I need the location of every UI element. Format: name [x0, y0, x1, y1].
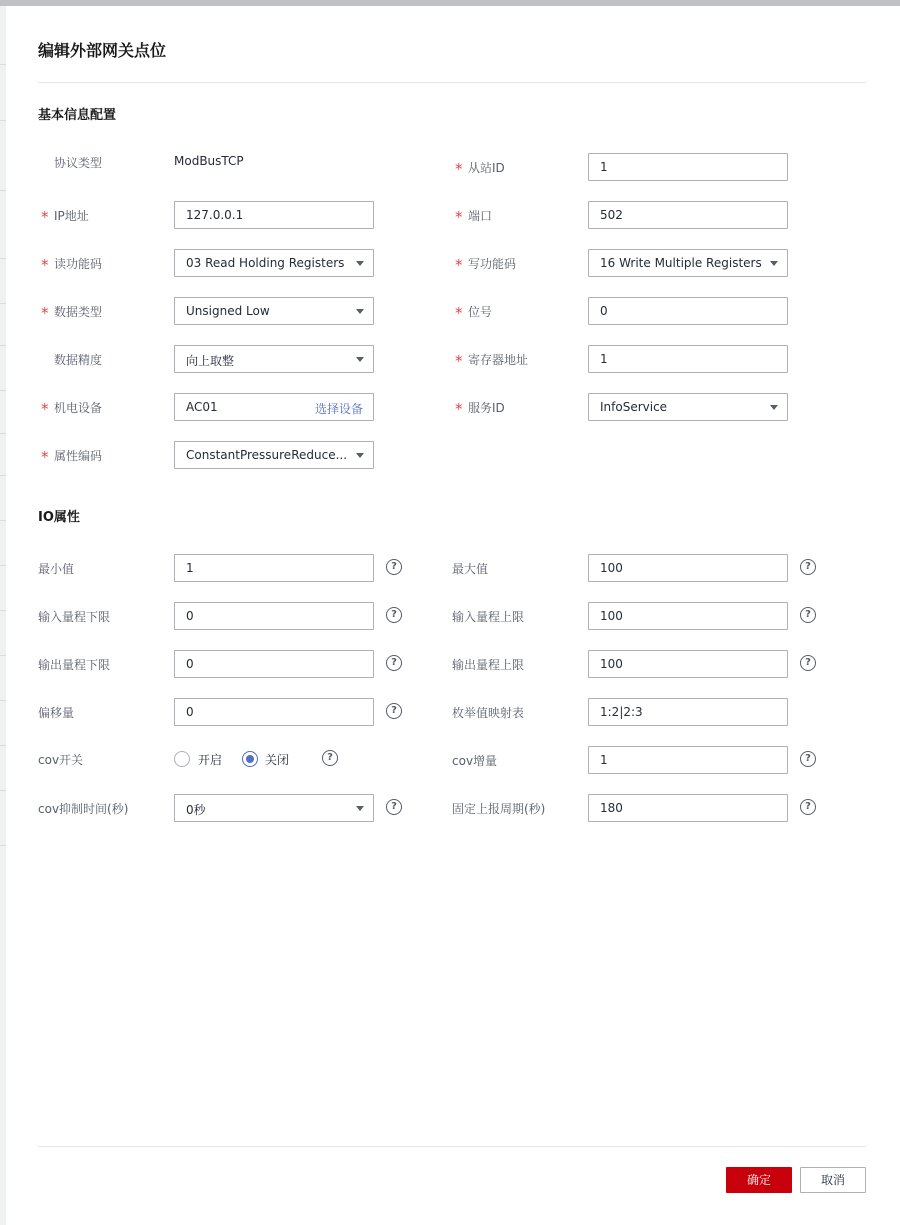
out-low-input[interactable]: 0: [174, 650, 374, 678]
question-circle-icon[interactable]: ?: [386, 655, 402, 671]
protocol-value: ModBusTCP: [174, 154, 244, 168]
cov-on-label[interactable]: 开启: [198, 753, 223, 767]
chevron-down-icon: [356, 357, 364, 362]
question-circle-icon[interactable]: ?: [322, 750, 338, 766]
enum-input[interactable]: 1:2|2:3: [588, 698, 788, 726]
out-high-input[interactable]: 100: [588, 650, 788, 678]
read-fc-label: * 读功能码: [41, 256, 103, 274]
question-circle-icon[interactable]: ?: [800, 607, 816, 623]
max-label: 最大值: [452, 562, 489, 576]
cov-inc-input[interactable]: 1: [588, 746, 788, 774]
write-fc-label: * 写功能码: [455, 256, 517, 274]
port-label: * 端口: [455, 208, 493, 226]
protocol-label: 协议类型: [54, 156, 103, 170]
device-input[interactable]: AC01 选择设备: [174, 393, 374, 421]
dialog-title: 编辑外部网关点位: [38, 41, 167, 60]
chevron-down-icon: [356, 453, 364, 458]
question-circle-icon[interactable]: ?: [800, 559, 816, 575]
question-circle-icon[interactable]: ?: [386, 607, 402, 623]
service-label: * 服务ID: [455, 400, 505, 418]
section-title-io: IO属性: [38, 510, 80, 525]
write-fc-select[interactable]: 16 Write Multiple Registers: [588, 249, 788, 277]
out-low-label: 输出量程下限: [38, 658, 111, 672]
slave-id-input[interactable]: 1: [588, 153, 788, 181]
ip-input[interactable]: 127.0.0.1: [174, 201, 374, 229]
cancel-button[interactable]: 取消: [800, 1167, 866, 1193]
slave-id-label: * 从站ID: [455, 160, 505, 178]
question-circle-icon[interactable]: ?: [800, 751, 816, 767]
cov-time-select[interactable]: 0秒: [174, 794, 374, 822]
register-input[interactable]: 1: [588, 345, 788, 373]
out-high-label: 输出量程上限: [452, 658, 525, 672]
data-type-select[interactable]: Unsigned Low: [174, 297, 374, 325]
max-input[interactable]: 100: [588, 554, 788, 582]
divider: [38, 82, 866, 83]
min-label: 最小值: [38, 562, 75, 576]
cov-off-radio[interactable]: [242, 751, 258, 767]
confirm-button[interactable]: 确定: [726, 1167, 792, 1193]
data-type-label: * 数据类型: [41, 304, 103, 322]
service-select[interactable]: InfoService: [588, 393, 788, 421]
chevron-down-icon: [770, 261, 778, 266]
in-high-input[interactable]: 100: [588, 602, 788, 630]
cov-off-label[interactable]: 关闭: [265, 753, 290, 767]
device-label: * 机电设备: [41, 400, 103, 418]
ip-label: * IP地址: [41, 208, 89, 226]
chevron-down-icon: [356, 261, 364, 266]
in-low-input[interactable]: 0: [174, 602, 374, 630]
in-low-label: 输入量程下限: [38, 610, 111, 624]
read-fc-select[interactable]: 03 Read Holding Registers: [174, 249, 374, 277]
in-high-label: 输入量程上限: [452, 610, 525, 624]
report-label: 固定上报周期(秒): [452, 802, 546, 816]
section-title-basic: 基本信息配置: [38, 108, 117, 123]
question-circle-icon[interactable]: ?: [386, 799, 402, 815]
footer-divider: [38, 1146, 866, 1147]
enum-label: 枚举值映射表: [452, 706, 525, 720]
precision-label: 数据精度: [54, 353, 103, 367]
chevron-down-icon: [356, 806, 364, 811]
select-device-link[interactable]: 选择设备: [314, 402, 363, 416]
question-circle-icon[interactable]: ?: [386, 559, 402, 575]
register-label: * 寄存器地址: [455, 352, 529, 370]
report-input[interactable]: 180: [588, 794, 788, 822]
question-circle-icon[interactable]: ?: [800, 655, 816, 671]
offset-input[interactable]: 0: [174, 698, 374, 726]
cov-on-radio[interactable]: [174, 751, 190, 767]
offset-label: 偏移量: [38, 706, 75, 720]
precision-select[interactable]: 向上取整: [174, 345, 374, 373]
cov-switch-label: cov开关: [38, 753, 84, 767]
bit-input[interactable]: 0: [588, 297, 788, 325]
bit-label: * 位号: [455, 304, 493, 322]
attr-select[interactable]: ConstantPressureReduce...: [174, 441, 374, 469]
min-input[interactable]: 1: [174, 554, 374, 582]
cov-time-label: cov抑制时间(秒): [38, 802, 129, 816]
port-input[interactable]: 502: [588, 201, 788, 229]
chevron-down-icon: [356, 309, 364, 314]
question-circle-icon[interactable]: ?: [800, 799, 816, 815]
cov-inc-label: cov增量: [452, 754, 498, 768]
question-circle-icon[interactable]: ?: [386, 703, 402, 719]
chevron-down-icon: [770, 405, 778, 410]
attr-label: * 属性编码: [41, 448, 103, 466]
